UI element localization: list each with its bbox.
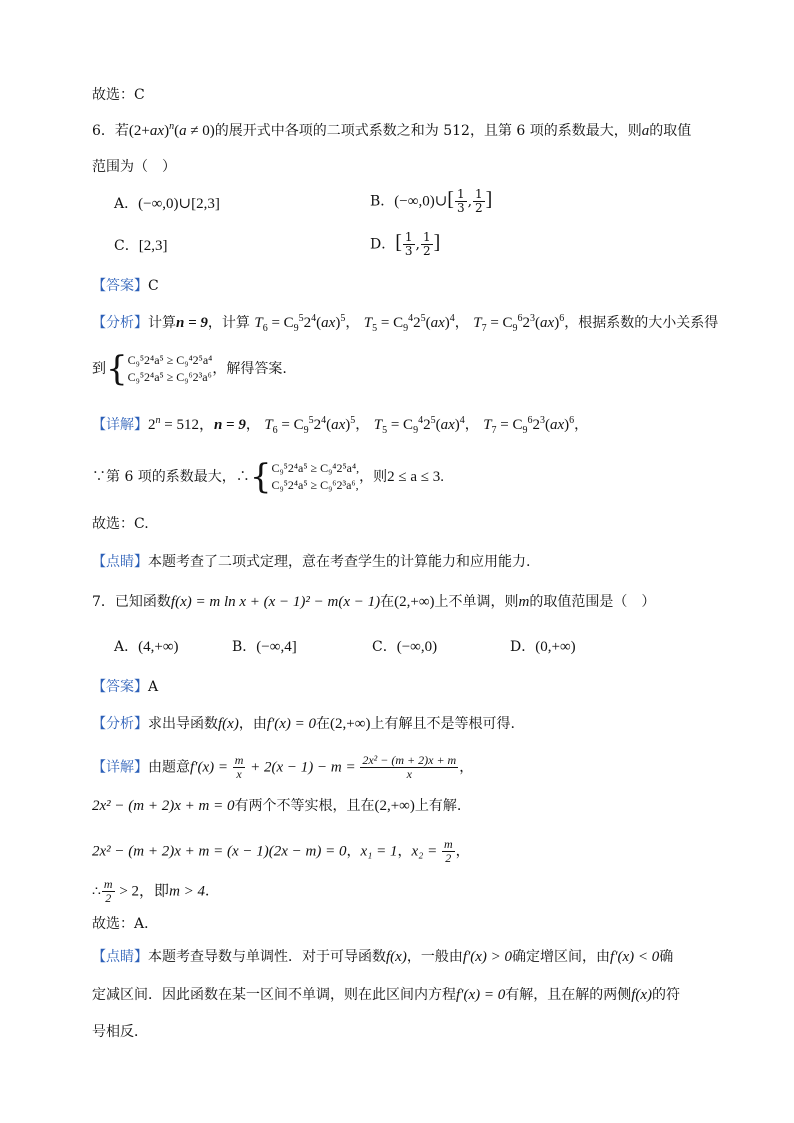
q6-option-a[interactable]: A．(−∞,0)∪[2,3] xyxy=(114,196,220,212)
q7-comment-line2: 定减区间．因此函数在某一区间不单调，则在此区间内方程f′(x) = 0有解，且在解的两侧f(x)的符 xyxy=(92,987,681,1003)
q7-comment-line3: 号相反． xyxy=(92,1024,148,1040)
q6-option-c[interactable]: C．[2,3] xyxy=(114,238,168,254)
q7-option-d[interactable]: D．(0,+∞) xyxy=(510,639,576,655)
q7-option-c[interactable]: C．(−∞,0) xyxy=(372,639,438,655)
q6-detail-line2: ∵第 6 项的系数最大，∴ { C₉⁵2⁴a⁵ ≥ C₉⁴2⁵a⁴, C₉⁵2⁴a⁵ ≥ C₉⁶2³a⁶, ，则2 ≤ a ≤ 3. xyxy=(92,457,445,497)
q7-option-a[interactable]: A．(4,+∞) xyxy=(114,639,179,655)
q6-comment: 【点睛】本题考查了二项式定理，意在考查学生的计算能力和应用能力. xyxy=(92,554,531,570)
q7-stem: 7．已知函数f(x) = m ln x + (x − 1)² − m(x − 1)在(2,+∞)上不单调，则m的取值范围是（ ） xyxy=(92,594,656,610)
q6-option-b[interactable]: B．(−∞,0)∪[ $\frac{1}{3}$ , $\frac{1}{2}$ ] xyxy=(370,187,493,215)
q7-comment-line1: 【点睛】本题考查导数与单调性．对于可导函数f(x)，一般由f′(x) > 0确定增区间，由f′(x) < 0确 xyxy=(92,949,674,965)
q6-answer: 【答案】C xyxy=(92,278,159,294)
q6-choice: 故选：C. xyxy=(92,516,149,532)
q7-answer: 【答案】A xyxy=(92,679,159,695)
q6-option-d[interactable]: D．[ $\frac{1}{3}$ , $\frac{1}{2}$ ] xyxy=(370,230,441,258)
q7-detail-line3: 2x² − (m + 2)x + m = (x − 1)(2x − m) = 0，x₁ = 1，x₂ = $\frac{m}{2}$ ， xyxy=(92,837,470,865)
q6-analysis-line1: 【分析】计算n = 9，计算 $T_6 = C_9^52^4(ax)^5$， $T_5 = C_9^42^5(ax)^4$， $T_7 = C_9^62^3(ax)^6$，根据系数的大小关系得 xyxy=(92,313,719,334)
q6-stem-line1: 6．若$(2+ax)^n(a \ne 0)$的展开式中各项的二项式系数之和为 512，且第 6 项的系数最大，则a的取值 xyxy=(92,121,692,139)
q7-option-b[interactable]: B．(−∞,4] xyxy=(232,639,297,655)
q7-detail-line1: 【详解】由题意f′(x) = $\frac{m}{x}$ + 2(x − 1) − m = $\frac{\text{2x² − (m + 2)x + m}}{x}$ ， xyxy=(92,753,474,781)
q6-stem-line2: 范围为（ ） xyxy=(92,159,176,175)
q7-analysis: 【分析】求出导函数f(x)，由f′(x) = 0在(2,+∞)上有解且不是等根可得. xyxy=(92,716,515,732)
q7-choice: 故选：A． xyxy=(92,916,159,932)
q6-detail-line1: 【详解】$2^n = 512$，n = 9， $T_6 = C_9^52^4(ax)^5$， $T_5 = C_9^42^5(ax)^4$， $T_7 = C_9^62^3(ax)^6$， xyxy=(92,415,589,436)
q7-detail-line4: ∴ $\frac{m}{2}$ > 2，即m > 4． xyxy=(92,877,220,905)
q7-detail-line2: 2x² − (m + 2)x + m = 0有两个不等实根，且在(2,+∞)上有解. xyxy=(92,798,462,814)
previous-choice: 故选：C xyxy=(92,87,145,103)
q6-analysis-line2: 到 { C₉⁵2⁴a⁵ ≥ C₉⁴2⁵a⁴ C₉⁵2⁴a⁵ ≥ C₉⁶2³a⁶ ，解得答案. xyxy=(92,349,287,389)
